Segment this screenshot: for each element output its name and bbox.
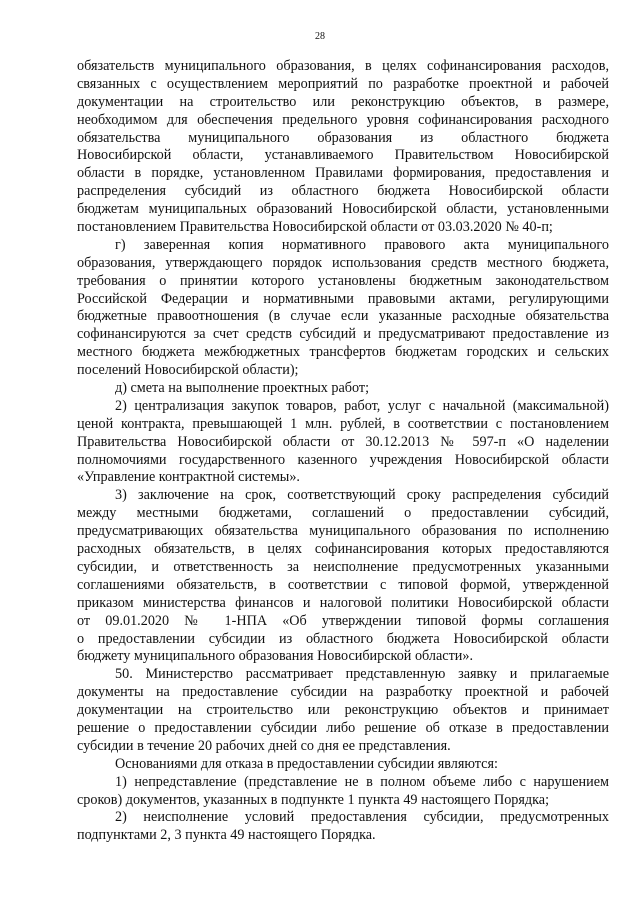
text-line: «Управление контрактной системы».	[77, 469, 300, 486]
text-line: 2) неисполнение условий предоставления субсидии, предусмотренных	[115, 809, 609, 826]
text-line: софинансируются за счет средств субсидий и предусматривают предоставление из	[77, 326, 609, 343]
text-line: от 09.01.2020 № 1-НПА «Об утверждении типовой формы соглашения	[77, 612, 609, 629]
text-line: местного бюджета межбюджетных трансфертов бюджетам городских и сельских	[77, 344, 609, 361]
text-line: необходимом для обеспечения предельного уровня софинансирования расходного	[77, 111, 609, 128]
text-line: связанных с осуществлением мероприятий по разработке проектной и рабочей	[77, 75, 609, 92]
text-line: 50. Министерство рассматривает представленную заявку и прилагаемые	[115, 666, 609, 683]
text-line: подпунктами 2, 3 пункта 49 настоящего Порядка.	[77, 827, 376, 844]
text-line: предусматривающих обязательства муниципального образования по исполнению	[77, 523, 609, 540]
text-line: г) заверенная копия нормативного правового акта муниципального	[115, 236, 609, 253]
text-line: ценой контракта, превышающей 1 млн. рублей, в соответствии с постановлением	[77, 415, 609, 432]
text-line: документации на строительство или реконструкцию объектов и принимает	[77, 702, 609, 719]
text-line: Российской Федерации и нормативными правовыми актами, регулирующими	[77, 290, 609, 307]
text-line: обязательства муниципального образования из областного бюджета	[77, 129, 609, 146]
text-line: расходных обязательств, в целях софинансирования которых предоставляются	[77, 541, 609, 558]
text-line: образования, утверждающего порядок использования средств местного бюджета,	[77, 254, 609, 271]
text-line: сроков) документов, указанных в подпункте 1 пункта 49 настоящего Порядка;	[77, 791, 550, 808]
text-line: субсидии, и ответственность за неисполнение предусмотренных указанными	[77, 558, 609, 575]
text-line: о предоставлении субсидии из областного бюджета Новосибирской области	[77, 630, 609, 647]
text-line: д) смета на выполнение проектных работ;	[115, 380, 370, 397]
text-line: Правительства Новосибирской области от 30.12.2013 № 597-п «О наделении	[77, 433, 609, 450]
text-line: 2) централизация закупок товаров, работ, услуг с начальной (максимальной)	[115, 397, 609, 414]
text-line: 1) непредставление (представление не в полном объеме либо с нарушением	[115, 773, 609, 790]
text-line: поселений Новосибирской области);	[77, 362, 299, 379]
text-line: бюджету муниципального образования Новосибирской области».	[77, 648, 474, 665]
text-line: распределения субсидий из областного бюджета Новосибирской области	[77, 183, 609, 200]
text-line: Новосибирской области, устанавливаемого Правительством Новосибирской	[77, 147, 609, 164]
text-line: документации на строительство или реконструкцию объектов, в размере,	[77, 93, 609, 110]
text-line: требования о принятии которого установлены бюджетным законодательством	[77, 272, 609, 289]
text-line: приказом министерства финансов и налоговой политики Новосибирской области	[77, 594, 609, 611]
text-line: решение о предоставлении субсидии либо решение об отказе в предоставлении	[77, 719, 609, 736]
text-line: бюджетам муниципальных образований Новосибирской области, установленными	[77, 201, 609, 218]
text-line: субсидии в течение 20 рабочих дней со дня ее представления.	[77, 737, 451, 754]
text-line: постановлением Правительства Новосибирской области от 03.03.2020 № 40-п;	[77, 219, 553, 236]
text-line: 3) заключение на срок, соответствующий сроку распределения субсидий	[115, 487, 609, 504]
page-number: 28	[315, 31, 325, 42]
text-line: полномочиями государственного казенного учреждения Новосибирской области	[77, 451, 609, 468]
text-line: между местными бюджетами, соглашений о предоставлении субсидий,	[77, 505, 609, 522]
text-line: бюджетные правоотношения (в случае если указанные расходные обязательства	[77, 308, 609, 325]
text-line: Основаниями для отказа в предоставлении субсидии являются:	[115, 755, 498, 772]
text-line: области в порядке, установленном Правилами формирования, предоставления и	[77, 165, 609, 182]
text-line: обязательств муниципального образования, в целях софинансирования расходов,	[77, 58, 609, 74]
document-body	[77, 58, 609, 845]
text-line: соглашениями обязательств, в соответствии с типовой формой, утвержденной	[77, 576, 609, 593]
text-line: документы на предоставление субсидии на разработку проектной и рабочей	[77, 684, 609, 701]
